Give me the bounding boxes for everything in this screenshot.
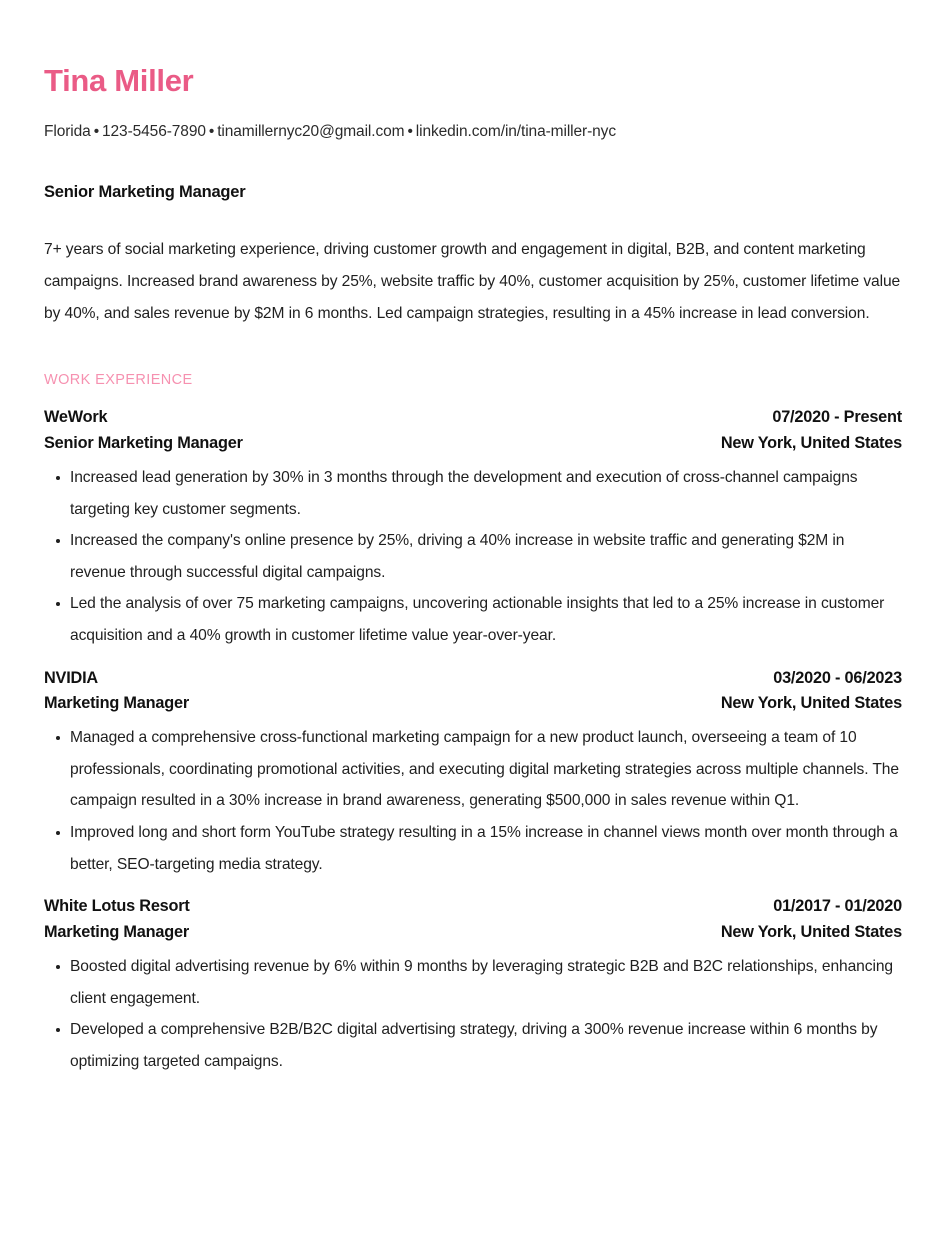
job-location: New York, United States (720, 693, 902, 712)
contact-line (44, 121, 902, 143)
list-item: Developed a comprehensive B2B/B2C digital advertising strategy, driving a 300% revenue increase within 6 months by optimizing targeted campaigns. (44, 1014, 902, 1077)
professional-headline: Senior Marketing Manager (44, 183, 246, 202)
list-item: Improved long and short form YouTube strategy resulting in a 15% increase in channel views month over month through a better, SEO-targeting media strategy. (44, 817, 902, 880)
list-item: Boosted digital advertising revenue by 6% within 9 months by leveraging strategic B2B and B2C relationships, enhancing client engagement. (44, 951, 902, 1014)
job-identity (44, 894, 190, 945)
job-header (44, 894, 902, 945)
contact-location: Florida (44, 122, 91, 140)
job-header (44, 666, 902, 717)
job-entry (44, 894, 902, 1077)
professional-summary: 7+ years of social marketing experience, driving customer growth and engagement in digital, B2B, and content marketing campaigns. Increased brand awareness by 25%, website traffic by 40%, customer acquisition by 25%, customer lifetime value by 40%, and sales revenue by $2M in 6 months. Led campaign strategies, resulting in a 45% increase in lead conversion. (44, 241, 901, 322)
job-dates: 07/2020 - Present (772, 408, 902, 427)
job-bullets (44, 462, 902, 652)
job-dates: 03/2020 - 06/2023 (773, 668, 902, 687)
job-location: New York, United States (720, 433, 902, 452)
contact-email[interactable]: tinamillernyc20@gmail.com (217, 122, 405, 140)
job-role: Senior Marketing Manager (44, 433, 243, 452)
contact-linkedin[interactable]: linkedin.com/in/tina-miller-nyc (415, 122, 616, 140)
job-meta (721, 666, 902, 717)
job-bullets (44, 951, 902, 1078)
page-title: Tina Miller (44, 63, 194, 98)
job-company: WeWork (44, 408, 108, 427)
job-meta (721, 405, 902, 456)
job-entry (44, 666, 902, 881)
job-bullets (44, 722, 902, 880)
job-meta (721, 894, 902, 945)
job-company: NVIDIA (44, 668, 98, 687)
job-identity (44, 666, 189, 717)
job-dates: 01/2017 - 01/2020 (773, 897, 902, 916)
job-role: Marketing Manager (44, 922, 189, 941)
job-role: Marketing Manager (44, 693, 189, 712)
contact-separator: • (208, 122, 215, 140)
list-item: Led the analysis of over 75 marketing campaigns, uncovering actionable insights that led to a 25% increase in customer acquisition and a 40% growth in customer lifetime value year-over-year. (44, 588, 902, 651)
job-entry (44, 405, 902, 651)
job-location: New York, United States (720, 922, 902, 941)
section-title-work-experience: WORK EXPERIENCE (44, 372, 193, 389)
job-identity (44, 405, 243, 456)
contact-separator: • (407, 122, 413, 140)
list-item: Increased the company's online presence by 25%, driving a 40% increase in website traffic and generating $2M in revenue through successful digital campaigns. (44, 525, 902, 588)
job-company: White Lotus Resort (44, 897, 190, 916)
list-item: Increased lead generation by 30% in 3 months through the development and execution of cross-channel campaigns targeting key customer segments. (44, 462, 902, 525)
job-header (44, 405, 902, 456)
list-item: Managed a comprehensive cross-functional marketing campaign for a new product launch, overseeing a team of 10 professionals, coordinating promotional activities, and executing digital marketing strategies across multiple channels. The campaign resulted in a 30% increase in brand awareness, generating $500,000 in sales revenue within Q1. (44, 722, 902, 817)
contact-phone: 123-5456-7890 (102, 122, 206, 140)
contact-separator: • (93, 122, 100, 140)
